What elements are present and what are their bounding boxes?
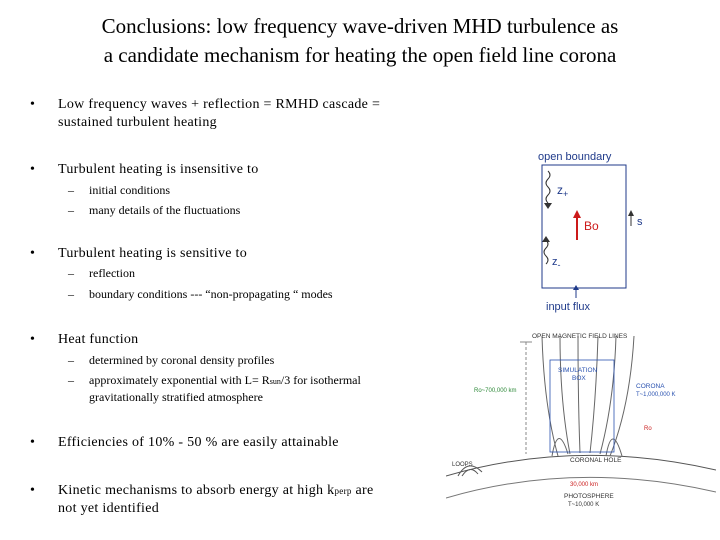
dash-marker: – <box>68 266 74 280</box>
bullet-text: Efficiencies of 10% - 50 % are easily attainable <box>58 435 339 450</box>
sub-item-text-rest: /3 for isothermal <box>280 373 361 387</box>
bullet-text-cont: sustained turbulent heating <box>58 115 217 130</box>
zplus-label <box>557 183 568 199</box>
dash-marker: – <box>68 373 74 387</box>
dash-marker: – <box>68 203 74 217</box>
dash-marker: – <box>68 353 74 367</box>
simulation-box-label-2: BOX <box>572 375 586 382</box>
height-label: Ro~700,000 km <box>474 388 517 394</box>
bullet-marker: • <box>30 332 35 347</box>
open-boundary-label: open boundary <box>538 151 612 163</box>
bo-label: Bo <box>584 219 599 233</box>
zminus-sub: - <box>557 260 561 270</box>
bullet-marker: • <box>30 162 35 177</box>
kperp-subscript: perp <box>334 486 352 496</box>
input-flux-label: input flux <box>546 301 591 313</box>
s-axis-arrowhead <box>628 210 634 216</box>
field-line <box>578 336 580 453</box>
zplus-arrowhead <box>544 203 552 209</box>
corona-temp-label: T~1,000,000 K <box>636 392 676 398</box>
field-line <box>560 336 570 454</box>
dash-marker: – <box>68 183 74 197</box>
small-loop <box>462 469 478 476</box>
bullet-marker: • <box>30 246 35 261</box>
loops-label: LOOPS <box>452 462 473 468</box>
bo-arrowhead <box>573 210 581 218</box>
sub-item-text: determined by coronal density profiles <box>89 353 275 367</box>
title-line-2: a candidate mechanism for heating the open field line corona <box>103 43 617 67</box>
bullet-text: Kinetic mechanisms to absorb energy at high k <box>58 483 335 498</box>
sub-item-text: many details of the fluctuations <box>89 203 241 217</box>
bullet-marker: • <box>30 435 35 450</box>
ro-label: Ro <box>644 426 652 432</box>
zplus-sub: + <box>563 189 569 199</box>
bullet-text: Low frequency waves + reflection = RMHD cascade = <box>58 97 381 112</box>
coronal-field-diagram <box>446 326 716 538</box>
bullet-marker: • <box>30 483 35 498</box>
zplus-wave-arrow <box>546 171 550 203</box>
sub-item-text: boundary conditions --- “non-propagating “ modes <box>89 287 333 301</box>
field-line <box>590 336 598 453</box>
bullet-marker: • <box>30 97 35 112</box>
dash-marker: – <box>68 287 74 301</box>
bullet-text: Turbulent heating is insensitive to <box>58 162 259 177</box>
bullet-text-cont: not yet identified <box>58 501 160 516</box>
zminus-arrowhead <box>542 236 550 242</box>
sub-item-text: initial conditions <box>89 183 170 197</box>
bullet-text: Heat function <box>58 332 139 347</box>
sub-item-exponential-cont: gravitationally stratified atmosphere <box>89 390 263 404</box>
sub-item-text: approximately exponential with L= R <box>89 373 270 387</box>
field-line <box>610 336 634 456</box>
zminus-base: z <box>552 256 558 268</box>
open-field-lines-label: OPEN MAGNETIC FIELD LINES <box>532 333 628 340</box>
corona-label: CORONA <box>636 383 665 390</box>
depth-label: 30,000 km <box>570 482 599 488</box>
photosphere-label: PHOTOSPHERE <box>564 493 614 500</box>
sub-item-text: reflection <box>89 266 135 280</box>
rsun-subscript: sun <box>269 377 281 386</box>
bullet-text: Turbulent heating is sensitive to <box>58 246 248 261</box>
field-line <box>600 336 616 454</box>
zminus-wave-arrow <box>544 240 548 264</box>
title-line-1: Conclusions: low frequency wave-driven MHD turbulence as <box>101 14 619 38</box>
coronal-hole-label: CORONAL HOLE <box>570 457 622 464</box>
simulation-box-label-1: SIMULATION <box>558 367 598 374</box>
slide-title <box>20 12 700 70</box>
photosphere-temp-label: T~10,000 K <box>568 502 600 508</box>
bullet-text-rest: are <box>351 483 374 498</box>
simulation-box-diagram <box>530 146 660 316</box>
zminus-label <box>552 256 561 270</box>
s-axis-label: s <box>637 216 643 228</box>
zplus-base: z <box>557 183 563 197</box>
